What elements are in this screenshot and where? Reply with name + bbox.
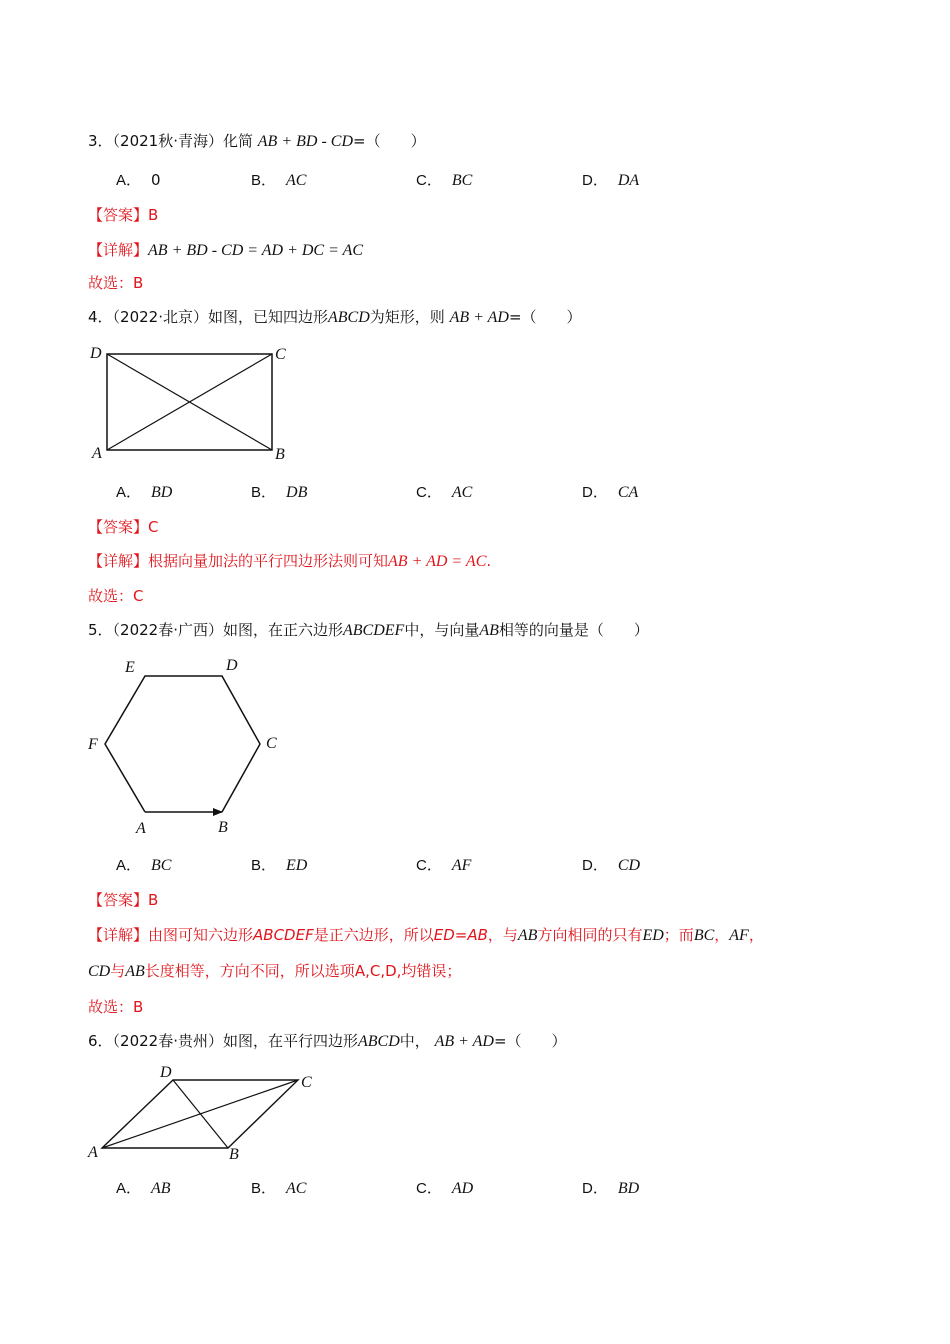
q4-option-d[interactable]: D． CA [582, 484, 639, 501]
q5-option-b[interactable]: B． ED [251, 857, 308, 874]
q5-hexagon [105, 676, 260, 812]
q4-label-b: B [275, 446, 285, 463]
q4-answer: 【答案】C [88, 518, 159, 536]
q5-label-d: D [226, 657, 238, 674]
q5-stem: 5．（2022春·广西）如图，在正六边形ABCDEF中，与向量AB相等的向量是（ ） [88, 621, 649, 639]
q6-label-c: C [301, 1074, 312, 1091]
q5-option-a[interactable]: A． BC [116, 857, 172, 874]
q4-option-c[interactable]: C． AC [416, 484, 473, 501]
q5-choice: 故选：B [88, 998, 144, 1016]
q6-label-d: D [160, 1064, 172, 1081]
q3-stem: 3．（2021秋·青海）化简 AB + BD - CD=（ ） [88, 132, 426, 150]
q4-choice: 故选：C [88, 587, 144, 605]
q3-detail: 【详解】AB + BD - CD = AD + DC = AC [88, 241, 364, 259]
q6-stem: 6．（2022春·贵州）如图，在平行四边形ABCD中， AB + AD=（ ） [88, 1032, 567, 1050]
q5-label-e: E [125, 659, 135, 676]
q5-detail-line2: CD与AB长度相等，方向不同，所以选项A,C,D,均错误； [88, 962, 462, 980]
q4-option-a[interactable]: A． BD [116, 484, 173, 501]
q4-label-c: C [275, 346, 286, 363]
q6-label-b: B [229, 1146, 239, 1163]
q3-choice: 故选：B [88, 274, 144, 292]
q5-label-a: A [136, 820, 146, 837]
q3-option-b[interactable]: B． AC [251, 172, 307, 189]
q5-detail-line1: 【详解】由图可知六边形ABCDEF是正六边形，所以ED=AB，与AB方向相同的只有ED；而BC，AF， [88, 926, 764, 944]
q3-option-a[interactable]: A． 0 [116, 171, 161, 189]
q5-hexagon-figure [85, 652, 295, 837]
q5-option-d[interactable]: D． CD [582, 857, 641, 874]
q5-label-c: C [266, 735, 277, 752]
q6-option-c[interactable]: C． AD [416, 1180, 474, 1197]
q4-label-d: D [90, 345, 102, 362]
q5-label-b: B [218, 819, 228, 836]
q6-label-a: A [88, 1144, 98, 1161]
q4-rectangle-figure [85, 338, 305, 468]
q5-option-c[interactable]: C． AF [416, 857, 472, 874]
q4-detail: 【详解】根据向量加法的平行四边形法则可知AB + AD = AC. [88, 552, 492, 570]
q6-parallelogram-figure [85, 1064, 325, 1164]
q6-option-b[interactable]: B． AC [251, 1180, 307, 1197]
q5-answer: 【答案】B [88, 891, 159, 909]
q4-option-b[interactable]: B． DB [251, 484, 308, 501]
q6-option-d[interactable]: D． BD [582, 1180, 640, 1197]
q6-diagonal-bd [173, 1080, 228, 1148]
q4-stem: 4．（2022·北京）如图，已知四边形ABCD为矩形，则 AB + AD=（ ） [88, 308, 582, 326]
q3-option-c[interactable]: C． BC [416, 172, 473, 189]
q3-answer: 【答案】B [88, 206, 159, 224]
q6-option-a[interactable]: A． AB [116, 1180, 171, 1197]
q3-option-d[interactable]: D． DA [582, 172, 640, 189]
q4-label-a: A [92, 445, 102, 462]
q3-expression: AB + BD - CD [257, 133, 354, 150]
q5-label-f: F [88, 736, 98, 753]
